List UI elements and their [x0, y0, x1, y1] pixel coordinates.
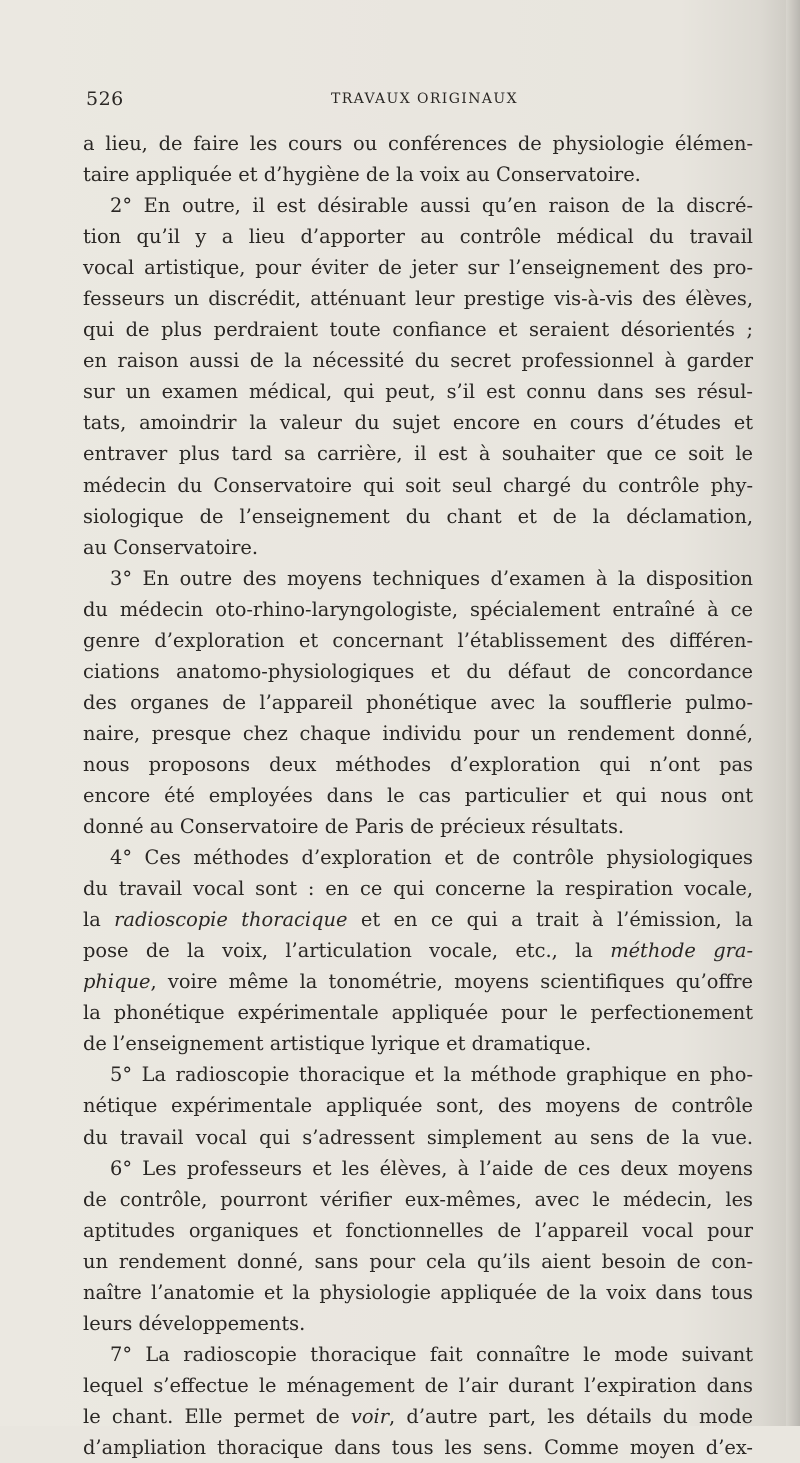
text-segment: d’ampliation thoracique dans tous les sens. Comme moyen d’ex-	[83, 1435, 753, 1459]
text-segment: 3° En outre des moyens techniques d’examen à la disposition	[110, 566, 753, 590]
text-line	[83, 656, 753, 687]
running-head: TRAVAUX ORIGINAUX	[331, 91, 518, 107]
body-text	[83, 128, 753, 1463]
text-segment: fesseurs un discrédit, atténuant leur prestige vis-à-vis des élèves,	[83, 287, 753, 311]
text-line	[83, 532, 753, 563]
text-segment: la	[83, 908, 115, 932]
text-line	[83, 190, 753, 221]
text-segment: tion qu’il y a lieu d’apporter au contrôle médical du travail	[83, 225, 753, 249]
text-segment: et en ce qui a trait à l’émission, la	[347, 908, 753, 932]
text-segment: entraver plus tard sa carrière, il est à souhaiter que ce soit le	[83, 442, 753, 466]
text-segment: pose de la voix, l’articulation vocale, etc., la	[83, 939, 611, 963]
text-segment: genre d’exploration et concernant l’établissement des différen-	[83, 628, 753, 652]
text-segment: médecin du Conservatoire qui soit seul chargé du contrôle phy-	[83, 473, 753, 497]
text-segment: nous proposons deux méthodes d’exploration qui n’ont pas	[83, 752, 753, 776]
text-segment: encore été employées dans le cas particulier et qui nous ont	[83, 783, 753, 807]
text-segment: a lieu, de faire les cours ou conférences de physiologie élémen-	[83, 132, 753, 155]
text-segment: du travail vocal qui s’adressent simplement au sens de la vue.	[83, 1125, 753, 1149]
text-segment: en raison aussi de la nécessité du secret professionnel à garder	[83, 349, 753, 373]
text-line	[83, 438, 753, 469]
text-line	[83, 314, 753, 345]
text-line	[83, 625, 753, 656]
text-segment: 6° Les professeurs et les élèves, à l’aide de ces deux moyens	[110, 1156, 753, 1180]
text-line	[83, 1339, 753, 1370]
text-line	[83, 407, 753, 438]
text-segment: au Conservatoire.	[83, 535, 258, 559]
text-line	[83, 1308, 753, 1339]
text-line	[83, 749, 753, 780]
text-segment: ciations anatomo-physiologiques et du défaut de concordance	[83, 659, 753, 683]
page-edge-shadow	[786, 0, 800, 1426]
text-line	[83, 1401, 753, 1432]
page-number: 526	[86, 88, 124, 110]
text-segment: aptitudes organiques et fonctionnelles de l’appareil vocal pour	[83, 1218, 753, 1242]
text-line	[83, 1059, 753, 1090]
text-segment: du médecin oto-rhino-laryngologiste, spécialement entraîné à ce	[83, 597, 753, 621]
text-line	[83, 687, 753, 718]
text-segment: 2° En outre, il est désirable aussi qu’en raison de la discré-	[110, 194, 753, 218]
text-segment: 4° Ces méthodes d’exploration et de contrôle physiologiques	[110, 846, 753, 870]
text-line	[83, 1122, 753, 1153]
text-segment: sur un examen médical, qui peut, s’il est connu dans ses résul-	[83, 380, 753, 404]
text-segment: lequel s’effectue le ménagement de l’air durant l’expiration dans	[83, 1373, 753, 1397]
page-header	[86, 88, 786, 114]
italic-term: radioscopie thoracique	[114, 908, 348, 932]
text-line	[83, 1090, 753, 1121]
italic-term: méthode gra-	[610, 939, 754, 963]
text-segment: 5° La radioscopie thoracique et la méthode graphique en pho-	[110, 1063, 753, 1087]
text-segment: naire, presque chez chaque individu pour un rendement donné,	[83, 721, 753, 745]
text-segment: vocal artistique, pour éviter de jeter sur l’enseignement des pro-	[83, 256, 753, 280]
text-line	[83, 1153, 753, 1184]
text-segment: taire appliquée et d’hygiène de la voix au Conservatoire.	[83, 163, 641, 187]
text-segment: 7° La radioscopie thoracique fait connaître le mode suivant	[110, 1342, 753, 1366]
text-line	[83, 935, 753, 966]
text-line	[83, 1028, 753, 1059]
text-line	[83, 1277, 753, 1308]
text-line	[83, 718, 753, 749]
text-segment: , voire même la tonométrie, moyens scientifiques qu’offre	[150, 970, 753, 994]
text-line	[83, 842, 753, 873]
text-line	[83, 128, 753, 159]
text-line	[83, 904, 753, 935]
text-line	[83, 1215, 753, 1246]
text-line	[83, 283, 753, 314]
text-segment: un rendement donné, sans pour cela qu’ils aient besoin de con-	[83, 1249, 753, 1273]
text-segment: tats, amoindrir la valeur du sujet encore en cours d’études et	[83, 411, 753, 435]
text-line	[83, 221, 753, 252]
italic-term: voir	[350, 1404, 390, 1428]
text-segment: de l’enseignement artistique lyrique et dramatique.	[83, 1032, 592, 1056]
text-line	[83, 594, 753, 625]
text-line	[83, 1432, 753, 1463]
text-line	[83, 501, 753, 532]
text-segment: leurs développements.	[83, 1311, 306, 1335]
text-line	[83, 345, 753, 376]
text-line	[83, 997, 753, 1028]
text-line	[83, 470, 753, 501]
text-line	[83, 811, 753, 842]
text-segment: siologique de l’enseignement du chant et de la déclamation,	[83, 504, 753, 528]
text-line	[83, 376, 753, 407]
text-segment: le chant. Elle permet de	[83, 1404, 351, 1428]
text-line	[83, 780, 753, 811]
text-line	[83, 159, 753, 190]
text-segment: naître l’anatomie et la physiologie appliquée de la voix dans tous	[83, 1280, 753, 1304]
text-line	[83, 873, 753, 904]
text-segment: , d’autre part, les détails du mode	[389, 1404, 753, 1428]
text-segment: de contrôle, pourront vérifier eux-mêmes, avec le médecin, les	[83, 1187, 753, 1211]
text-line	[83, 1184, 753, 1215]
text-segment: qui de plus perdraient toute confiance et seraient désorientés ;	[83, 318, 753, 342]
italic-term: phique	[83, 970, 151, 994]
text-line	[83, 252, 753, 283]
text-segment: des organes de l’appareil phonétique avec la soufflerie pulmo-	[83, 690, 753, 714]
text-line	[83, 966, 753, 997]
text-line	[83, 563, 753, 594]
text-line	[83, 1246, 753, 1277]
text-segment: la phonétique expérimentale appliquée pour le perfectionement	[83, 1001, 753, 1025]
text-segment: donné au Conservatoire de Paris de précieux résultats.	[83, 815, 625, 839]
text-line	[83, 1370, 753, 1401]
text-segment: nétique expérimentale appliquée sont, des moyens de contrôle	[83, 1094, 753, 1118]
text-segment: du travail vocal sont : en ce qui concerne la respiration vocale,	[83, 877, 753, 901]
